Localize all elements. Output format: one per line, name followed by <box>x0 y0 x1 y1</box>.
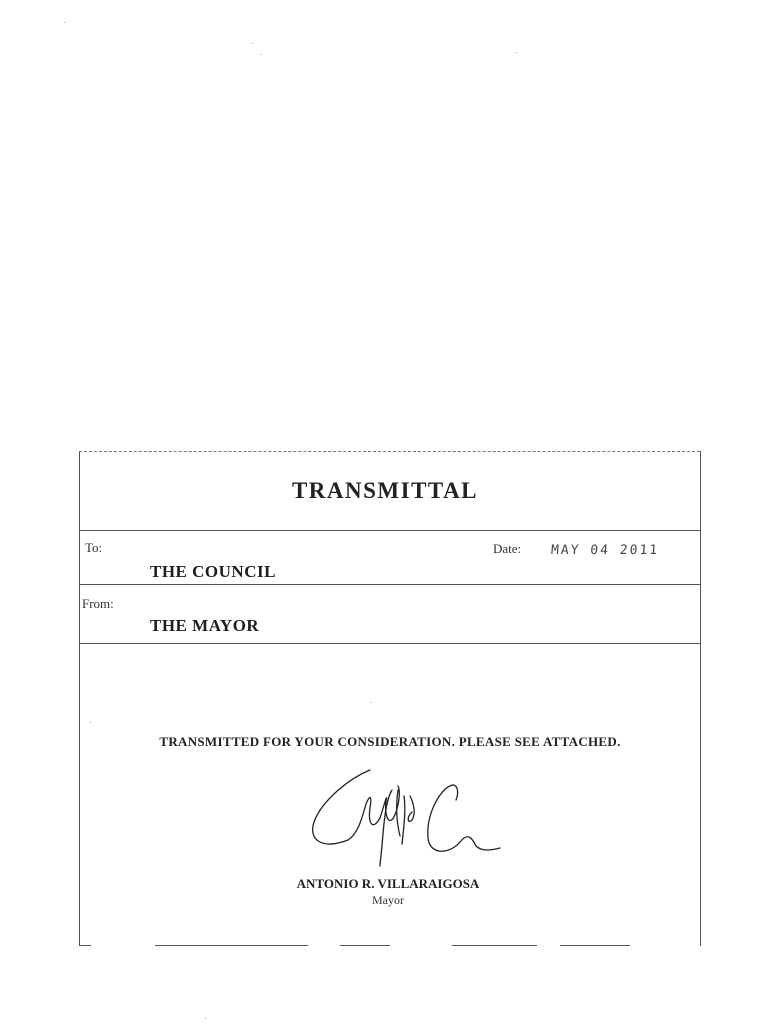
from-row-bottom-rule <box>79 643 700 644</box>
form-bottom-rule-right <box>560 945 630 946</box>
form-title: TRANSMITTAL <box>291 478 479 503</box>
form-bottom-rule-mid <box>155 945 308 946</box>
scan-speck <box>252 43 253 44</box>
form-bottom-rule-mid3 <box>452 945 537 946</box>
scan-speck <box>64 22 65 23</box>
from-label: From: <box>82 596 114 611</box>
date-stamp: MAY 04 2011 <box>550 543 660 558</box>
to-row-bottom-rule <box>79 584 700 585</box>
form-bottom-rule-left <box>79 945 91 946</box>
date-label: Date: <box>493 541 522 556</box>
transmittal-form <box>79 451 701 946</box>
form-bottom-rule-mid2 <box>340 945 390 946</box>
transmittal-message: TRANSMITTED FOR YOUR CONSIDERATION. PLEASE SEE ATTACHED. <box>159 734 621 749</box>
mayor-signature <box>300 760 510 870</box>
from-value: THE MAYOR <box>150 616 260 635</box>
signer-name: ANTONIO R. VILLARAIGOSA <box>296 876 480 891</box>
scan-speck <box>260 54 261 55</box>
signer-title: Mayor <box>372 893 404 907</box>
to-value: THE COUNCIL <box>150 562 276 581</box>
title-bottom-rule <box>79 530 700 531</box>
form-top-rule <box>79 451 700 452</box>
scan-speck <box>205 1018 206 1019</box>
to-label: To: <box>85 540 103 555</box>
scan-speck <box>516 52 517 53</box>
